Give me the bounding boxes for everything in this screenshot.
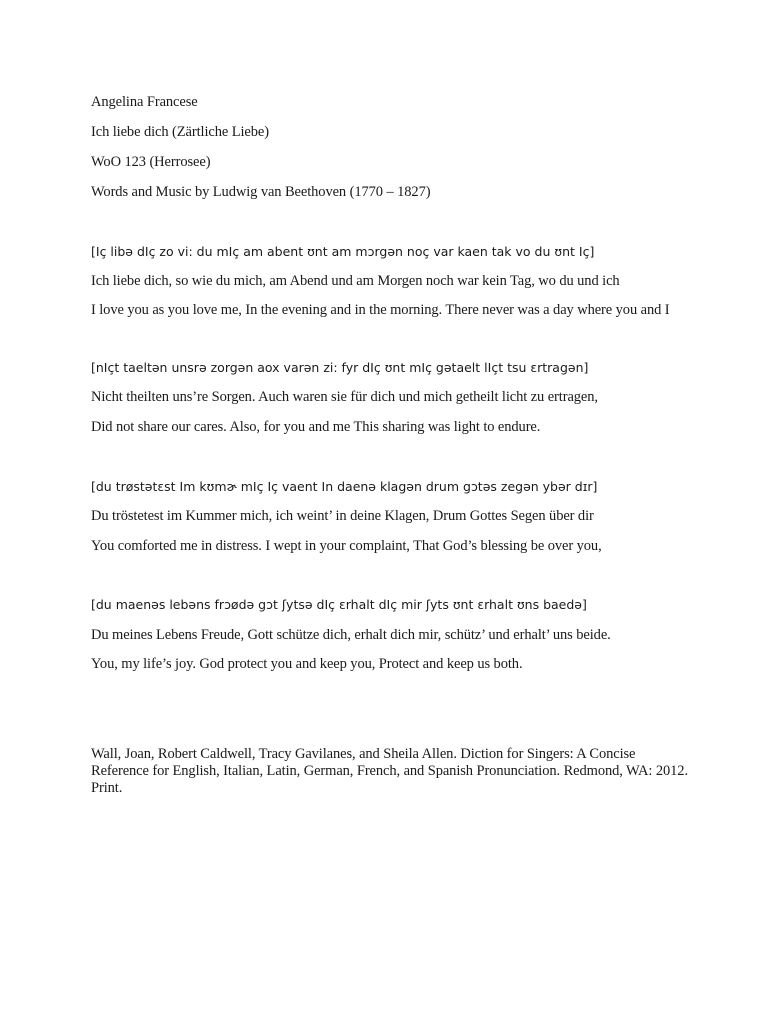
stanza-4-english: You, my life’s joy. God protect you and keep you, Protect and keep us both.: [91, 656, 523, 672]
stanza-4-german: Du meines Lebens Freude, Gott schütze dich, erhalt dich mir, schütz’ und erhalt’ uns beide.: [91, 627, 611, 643]
stanza-3-ipa: [du trøstətɛst Im kʊmɚ mIç Iç vaent In daenə klagən drum gɔtəs zegən ybər dɪr]: [91, 479, 598, 494]
stanza-1-ipa: [Iç libə dIç zo vi: du mIç am abent ʊnt am mɔrgən noç var kaen tak vo du ʊnt Iç]: [91, 244, 595, 259]
author-name: Angelina Francese: [91, 94, 198, 110]
stanza-4-ipa: [du maenəs lebəns frɔødə gɔt ʃytsə dIç ɛrhalt dIç mir ʃyts ʊnt ɛrhalt ʊns baedə]: [91, 597, 587, 612]
stanza-2-german: Nicht theilten uns’re Sorgen. Auch waren sie für dich und mich getheilt licht zu ertragen,: [91, 389, 598, 405]
catalog-number: WoO 123 (Herrosee): [91, 154, 211, 170]
stanza-2-english: Did not share our cares. Also, for you and me This sharing was light to endure.: [91, 419, 541, 435]
stanza-2-ipa: [nIçt taeltən unsrə zorgən aox varən zi: fyr dIç ʊnt mIç gətaelt lIçt tsu ɛrtragən]: [91, 360, 589, 375]
stanza-3-english: You comforted me in distress. I wept in your complaint, That God’s blessing be over you,: [91, 538, 602, 554]
stanza-3-german: Du tröstetest im Kummer mich, ich weint’ in deine Klagen, Drum Gottes Segen über dir: [91, 508, 594, 524]
bibliography-reference: Wall, Joan, Robert Caldwell, Tracy Gavilanes, and Sheila Allen. Diction for Singers: A Concise Reference for English, Italian, Latin, German, French, and Spanish Pronunciation. Redmond, WA: 2012. Print.: [91, 746, 688, 796]
composer-credit: Words and Music by Ludwig van Beethoven (1770 – 1827): [91, 184, 431, 200]
song-title: Ich liebe dich (Zärtliche Liebe): [91, 124, 269, 140]
stanza-1-english: I love you as you love me, In the evening and in the morning. There never was a day where you and I: [91, 302, 670, 318]
stanza-1-german: Ich liebe dich, so wie du mich, am Abend und am Morgen noch war kein Tag, wo du und ich: [91, 273, 620, 289]
